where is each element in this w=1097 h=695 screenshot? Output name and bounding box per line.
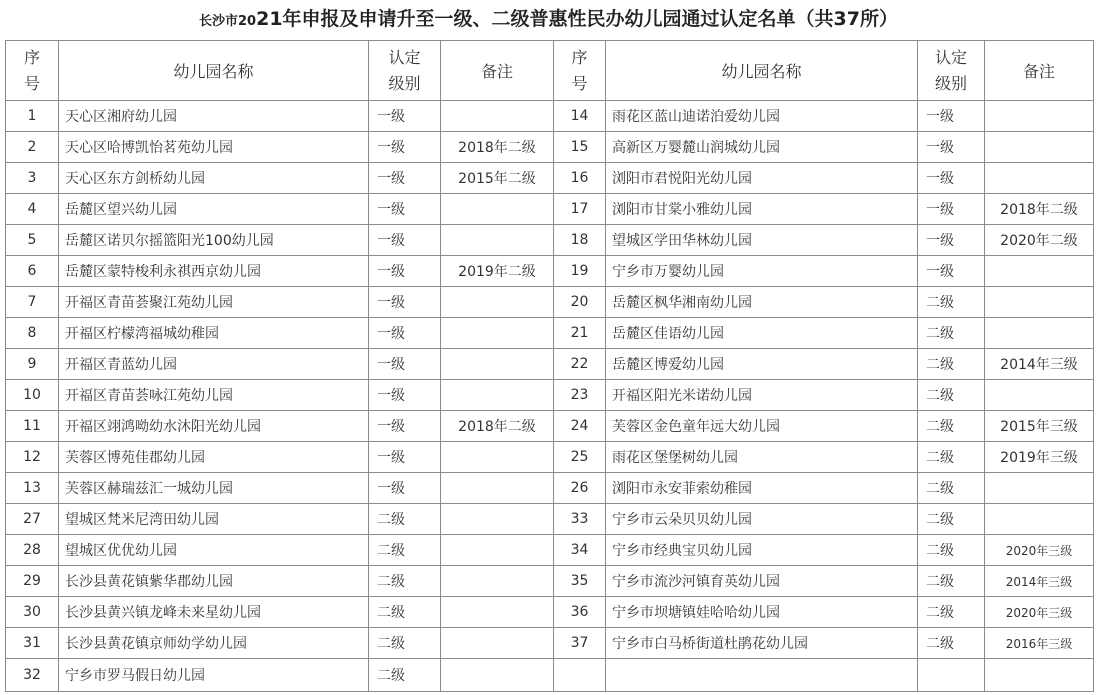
remark-cell: [985, 163, 1094, 194]
remark-cell: [985, 256, 1094, 287]
certified-level-cell: 一级: [369, 442, 441, 473]
remark-cell: 2014年三级: [985, 349, 1094, 380]
table-body: [6, 101, 1094, 692]
row-number-cell: 5: [6, 225, 59, 256]
remark-cell: [441, 318, 554, 349]
table-row: [6, 101, 1094, 132]
table-row: [6, 504, 1094, 535]
kindergarten-name-cell: 开福区阳光米诺幼儿园: [606, 380, 918, 411]
table-header-row: [6, 41, 1094, 101]
header-note: 备注: [985, 41, 1094, 101]
certified-level-cell: 一级: [369, 225, 441, 256]
certified-level-cell: 二级: [369, 504, 441, 535]
kindergarten-name-cell: 天心区哈博凯怡茗苑幼儿园: [59, 132, 369, 163]
certified-level-cell: 一级: [369, 318, 441, 349]
certified-level-cell: 一级: [369, 132, 441, 163]
table-row: [6, 194, 1094, 225]
row-number-cell: 4: [6, 194, 59, 225]
table-row: [6, 318, 1094, 349]
kindergarten-name-cell: 岳麓区博爱幼儿园: [606, 349, 918, 380]
table-row: [6, 535, 1094, 566]
page-title-main: 21年申报及申请升至一级、二级普惠性民办幼儿园通过认定名单（共37所）: [256, 8, 898, 30]
row-number-cell: 20: [554, 287, 606, 318]
row-number-cell: 8: [6, 318, 59, 349]
kindergarten-name-cell: 芙蓉区博苑佳郡幼儿园: [59, 442, 369, 473]
remark-cell: [441, 349, 554, 380]
kindergarten-name-cell: 宁乡市万婴幼儿园: [606, 256, 918, 287]
certified-level-cell: 二级: [369, 597, 441, 628]
row-number-cell: 11: [6, 411, 59, 442]
certified-level-cell: 一级: [918, 256, 985, 287]
row-number-cell: 18: [554, 225, 606, 256]
remark-cell: [441, 194, 554, 225]
page-title-prefix: 长沙市20: [199, 14, 257, 29]
certified-level-cell: 一级: [369, 101, 441, 132]
certified-level-cell: 二级: [918, 349, 985, 380]
certified-level-cell: 一级: [918, 225, 985, 256]
certified-level-cell: 二级: [918, 411, 985, 442]
header-level: [918, 41, 985, 101]
row-number-cell: 2: [6, 132, 59, 163]
row-number-cell: 19: [554, 256, 606, 287]
kindergarten-name-cell: 宁乡市经典宝贝幼儿园: [606, 535, 918, 566]
row-number-cell: [554, 659, 606, 692]
kindergarten-name-cell: 开福区青苗荟聚江苑幼儿园: [59, 287, 369, 318]
table-row: [6, 566, 1094, 597]
certified-level-cell: 一级: [918, 163, 985, 194]
kindergarten-name-cell: 长沙县黄花镇京师幼学幼儿园: [59, 628, 369, 659]
certified-level-cell: 二级: [918, 504, 985, 535]
remark-cell: 2020年二级: [985, 225, 1094, 256]
table-row: [6, 597, 1094, 628]
table-row: [6, 287, 1094, 318]
row-number-cell: 22: [554, 349, 606, 380]
kindergarten-name-cell: 浏阳市君悦阳光幼儿园: [606, 163, 918, 194]
remark-cell: 2019年三级: [985, 442, 1094, 473]
kindergarten-name-cell: 长沙县黄花镇紫华郡幼儿园: [59, 566, 369, 597]
remark-cell: 2020年三级: [985, 597, 1094, 628]
remark-cell: 2018年二级: [985, 194, 1094, 225]
kindergarten-name-cell: 雨花区堡堡树幼儿园: [606, 442, 918, 473]
table-row: [6, 380, 1094, 411]
certified-level-cell: 一级: [918, 101, 985, 132]
header-no: [554, 41, 606, 101]
row-number-cell: 36: [554, 597, 606, 628]
remark-cell: [441, 535, 554, 566]
row-number-cell: 14: [554, 101, 606, 132]
kindergarten-name-cell: 开福区柠檬湾福城幼稚园: [59, 318, 369, 349]
certified-level-cell: 一级: [918, 132, 985, 163]
certified-level-cell: 二级: [918, 318, 985, 349]
row-number-cell: 33: [554, 504, 606, 535]
table-row: [6, 442, 1094, 473]
kindergarten-name-cell: 高新区万婴麓山润城幼儿园: [606, 132, 918, 163]
remark-cell: [441, 566, 554, 597]
kindergarten-name-cell: 开福区青蓝幼儿园: [59, 349, 369, 380]
kindergarten-name-cell: 岳麓区诺贝尔摇篮阳光100幼儿园: [59, 225, 369, 256]
kindergarten-name-cell: 望城区学田华林幼儿园: [606, 225, 918, 256]
row-number-cell: 10: [6, 380, 59, 411]
remark-cell: [441, 597, 554, 628]
row-number-cell: 1: [6, 101, 59, 132]
kindergarten-name-cell: 浏阳市永安菲索幼稚园: [606, 473, 918, 504]
row-number-cell: 12: [6, 442, 59, 473]
row-number-cell: 24: [554, 411, 606, 442]
kindergarten-name-cell: 开福区翊鸿呦幼水沐阳光幼儿园: [59, 411, 369, 442]
remark-cell: 2015年三级: [985, 411, 1094, 442]
remark-cell: [985, 659, 1094, 692]
row-number-cell: 25: [554, 442, 606, 473]
remark-cell: [985, 101, 1094, 132]
remark-cell: 2016年三级: [985, 628, 1094, 659]
table-row: [6, 628, 1094, 659]
row-number-cell: 7: [6, 287, 59, 318]
certified-level-cell: [918, 659, 985, 692]
certified-level-cell: 二级: [918, 566, 985, 597]
header-no-text: 序 号: [571, 47, 588, 93]
row-number-cell: 30: [6, 597, 59, 628]
kindergarten-name-cell: 天心区湘府幼儿园: [59, 101, 369, 132]
remark-cell: 2019年二级: [441, 256, 554, 287]
header-no: [6, 41, 59, 101]
certified-level-cell: 二级: [369, 535, 441, 566]
remark-cell: [441, 473, 554, 504]
certified-level-cell: 二级: [918, 597, 985, 628]
certified-level-cell: 一级: [369, 194, 441, 225]
certified-level-cell: 一级: [369, 473, 441, 504]
row-number-cell: 15: [554, 132, 606, 163]
row-number-cell: 6: [6, 256, 59, 287]
table-row: [6, 659, 1094, 692]
row-number-cell: 13: [6, 473, 59, 504]
certified-level-cell: 一级: [369, 380, 441, 411]
certified-level-cell: 二级: [369, 628, 441, 659]
certified-level-cell: 一级: [369, 163, 441, 194]
certified-level-cell: 二级: [918, 442, 985, 473]
row-number-cell: 31: [6, 628, 59, 659]
certified-level-cell: 一级: [369, 287, 441, 318]
kindergarten-name-cell: 宁乡市云朵贝贝幼儿园: [606, 504, 918, 535]
remark-cell: [441, 287, 554, 318]
remark-cell: [985, 318, 1094, 349]
header-name: 幼儿园名称: [606, 41, 918, 101]
remark-cell: 2014年三级: [985, 566, 1094, 597]
remark-cell: [441, 628, 554, 659]
certified-level-cell: 二级: [369, 566, 441, 597]
row-number-cell: 16: [554, 163, 606, 194]
kindergarten-name-cell: 芙蓉区金色童年远大幼儿园: [606, 411, 918, 442]
row-number-cell: 37: [554, 628, 606, 659]
table-row: [6, 349, 1094, 380]
kindergarten-name-cell: 长沙县黄兴镇龙峰未来星幼儿园: [59, 597, 369, 628]
header-note: 备注: [441, 41, 554, 101]
kindergarten-name-cell: 宁乡市罗马假日幼儿园: [59, 659, 369, 692]
row-number-cell: 17: [554, 194, 606, 225]
kindergarten-name-cell: 宁乡市坝塘镇娃哈哈幼儿园: [606, 597, 918, 628]
certified-level-cell: 二级: [918, 535, 985, 566]
kindergarten-name-cell: 岳麓区枫华湘南幼儿园: [606, 287, 918, 318]
certified-level-cell: 一级: [369, 411, 441, 442]
kindergarten-name-cell: 开福区青苗荟咏江苑幼儿园: [59, 380, 369, 411]
kindergarten-name-cell: 芙蓉区赫瑞兹汇一城幼儿园: [59, 473, 369, 504]
table-row: [6, 256, 1094, 287]
row-number-cell: 29: [6, 566, 59, 597]
remark-cell: 2018年二级: [441, 132, 554, 163]
table-row: [6, 163, 1094, 194]
certified-level-cell: 一级: [369, 349, 441, 380]
kindergarten-table: [5, 40, 1094, 692]
certified-level-cell: 二级: [369, 659, 441, 692]
kindergarten-name-cell: 宁乡市流沙河镇育英幼儿园: [606, 566, 918, 597]
row-number-cell: 27: [6, 504, 59, 535]
kindergarten-name-cell: 岳麓区佳语幼儿园: [606, 318, 918, 349]
row-number-cell: 32: [6, 659, 59, 692]
header-level-text: 认定 级别: [388, 47, 421, 93]
certified-level-cell: 二级: [918, 628, 985, 659]
kindergarten-name-cell: 雨花区蓝山迪诺泊爱幼儿园: [606, 101, 918, 132]
remark-cell: [985, 132, 1094, 163]
page-title: [0, 6, 1097, 35]
row-number-cell: 3: [6, 163, 59, 194]
remark-cell: 2020年三级: [985, 535, 1094, 566]
kindergarten-name-cell: 岳麓区望兴幼儿园: [59, 194, 369, 225]
row-number-cell: 34: [554, 535, 606, 566]
remark-cell: [441, 101, 554, 132]
remark-cell: 2018年二级: [441, 411, 554, 442]
certified-level-cell: 二级: [918, 473, 985, 504]
row-number-cell: 9: [6, 349, 59, 380]
remark-cell: 2015年二级: [441, 163, 554, 194]
row-number-cell: 26: [554, 473, 606, 504]
kindergarten-name-cell: 望城区梵米尼湾田幼儿园: [59, 504, 369, 535]
remark-cell: [441, 504, 554, 535]
table-row: [6, 132, 1094, 163]
certified-level-cell: 一级: [369, 256, 441, 287]
certified-level-cell: 一级: [918, 194, 985, 225]
remark-cell: [985, 504, 1094, 535]
header-level: [369, 41, 441, 101]
header-name: 幼儿园名称: [59, 41, 369, 101]
remark-cell: [985, 473, 1094, 504]
header-level-text: 认定 级别: [934, 47, 967, 93]
kindergarten-name-cell: 天心区东方剑桥幼儿园: [59, 163, 369, 194]
table-row: [6, 411, 1094, 442]
row-number-cell: 23: [554, 380, 606, 411]
kindergarten-name-cell: 浏阳市甘棠小雅幼儿园: [606, 194, 918, 225]
table-row: [6, 225, 1094, 256]
remark-cell: [441, 380, 554, 411]
kindergarten-name-cell: [606, 659, 918, 692]
row-number-cell: 28: [6, 535, 59, 566]
kindergarten-name-cell: 岳麓区蒙特梭利永祺西京幼儿园: [59, 256, 369, 287]
remark-cell: [985, 380, 1094, 411]
remark-cell: [985, 287, 1094, 318]
remark-cell: [441, 659, 554, 692]
table-row: [6, 473, 1094, 504]
header-no-text: 序 号: [23, 47, 40, 93]
certified-level-cell: 二级: [918, 380, 985, 411]
row-number-cell: 35: [554, 566, 606, 597]
remark-cell: [441, 225, 554, 256]
row-number-cell: 21: [554, 318, 606, 349]
remark-cell: [441, 442, 554, 473]
certified-level-cell: 二级: [918, 287, 985, 318]
kindergarten-name-cell: 望城区优优幼儿园: [59, 535, 369, 566]
kindergarten-name-cell: 宁乡市白马桥街道杜鹃花幼儿园: [606, 628, 918, 659]
